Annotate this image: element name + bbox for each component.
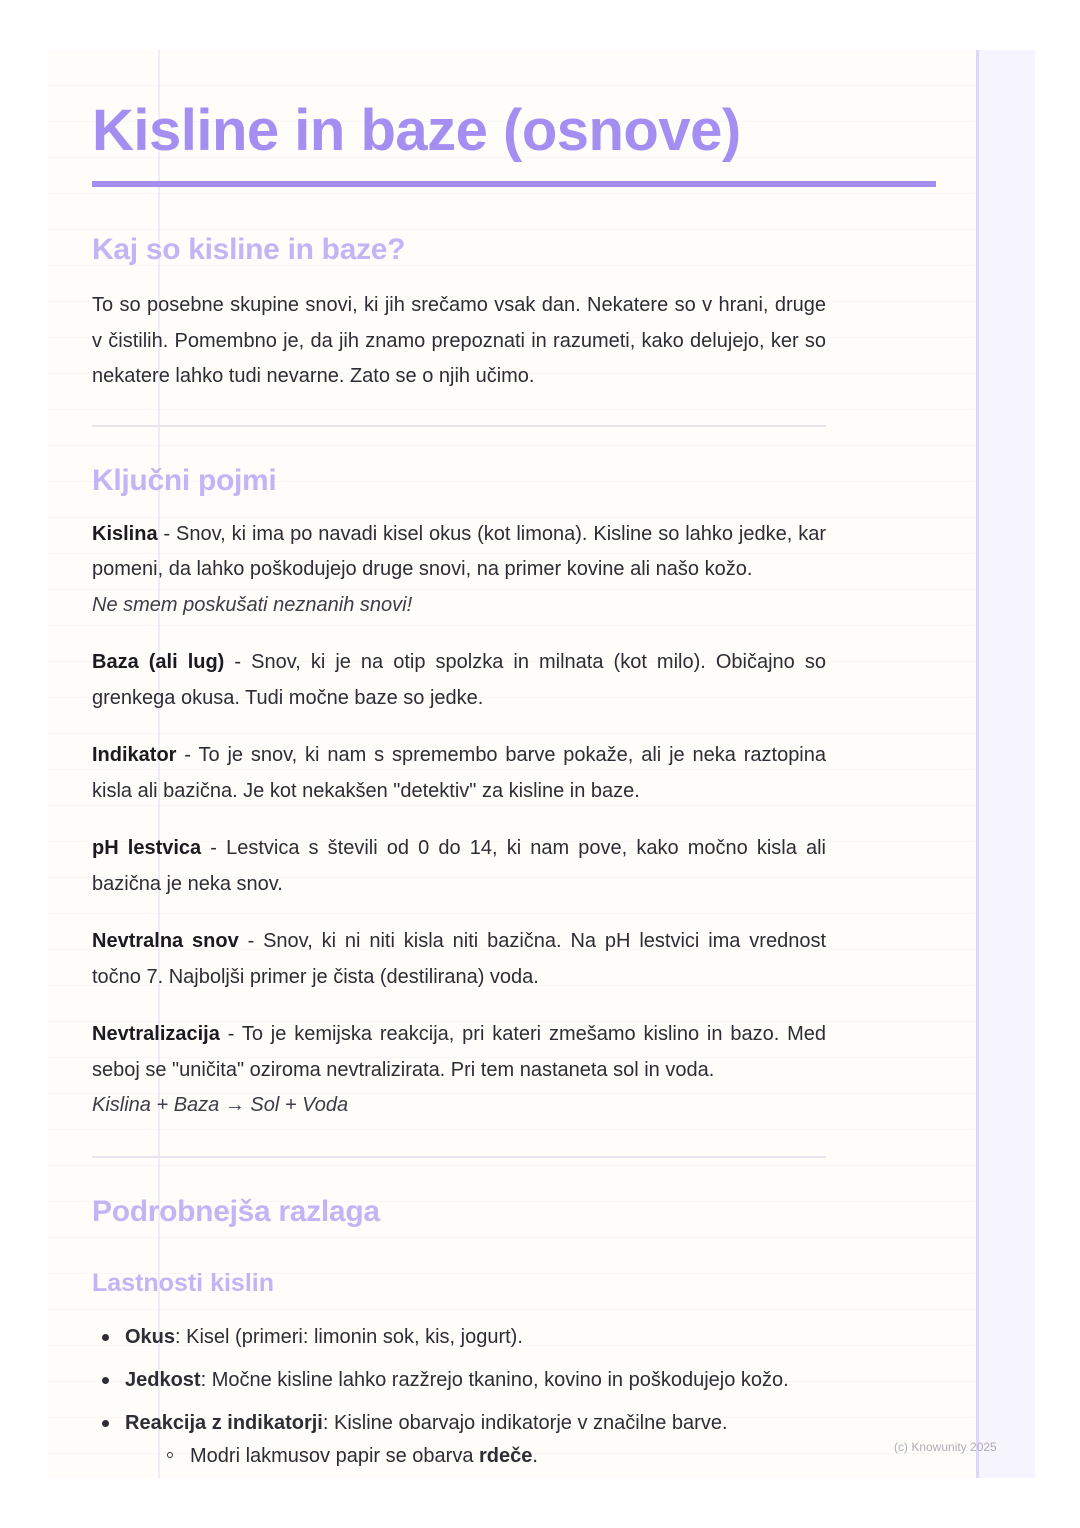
term-label: Nevtralizacija (92, 1023, 220, 1045)
term-definition: - Snov, ki ni niti kisla niti bazična. Na pH lestvici ima vrednost točno 7. Najboljši primer je čista (destilirana) voda. (92, 930, 826, 988)
list-item (92, 1359, 826, 1402)
subheading-acid-properties: Lastnosti kislin (92, 1268, 274, 1297)
heading-detailed-explanation: Podrobnejša razlaga (92, 1194, 380, 1228)
term-definition: - Snov, ki ima po navadi kisel okus (kot limona). Kisline so lahko jedke, kar pomeni, da lahko poškodujejo druge snovi, na primer kovine ali našo kožo. (92, 522, 826, 580)
sub-list (125, 1445, 826, 1467)
term-note: Kislina + Baza → Sol + Voda (92, 1094, 349, 1116)
term-definition: - Lestvica s števili od 0 do 14, ki nam pove, kako močno kisla ali bazična je neka snov. (92, 837, 826, 895)
section-divider (92, 1156, 826, 1158)
intro-paragraph: To so posebne skupine snovi, ki jih srečamo vsak dan. Nekatere so v hrani, druge v čistilih. Pomembno je, da jih znamo prepoznati in razumeti, kako delujejo, ker so nekatere lahko tudi nevarne. Zato se o njih učimo. (92, 294, 826, 387)
term-note: Ne smem poskušati neznanih snovi! (92, 593, 413, 616)
term-indicator (92, 738, 826, 809)
term-label: Indikator (92, 744, 177, 766)
item-label: Reakcija z indikatorji (125, 1411, 323, 1434)
term-label: Baza (ali lug) (92, 651, 225, 673)
side-scroll-panel (976, 50, 1035, 1478)
list-item (92, 1402, 826, 1467)
heading-key-terms: Ključni pojmi (92, 463, 277, 497)
term-neutral-substance (92, 924, 826, 995)
term-label: Nevtralna snov (92, 930, 239, 952)
item-text: : Kisel (primeri: limonin sok, kis, jogurt). (175, 1325, 523, 1348)
item-label: Jedkost (125, 1368, 201, 1391)
sub-item-text: Modri lakmusov papir se obarva (190, 1444, 480, 1467)
copyright-footer: (c) Knowunity 2025 (894, 1440, 997, 1454)
term-ph-scale (92, 831, 826, 902)
heading-what-are-acids-bases: Kaj so kisline in baze? (92, 233, 406, 266)
acid-properties-list (92, 1316, 826, 1467)
term-definition: - Snov, ki je na otip spolzka in milnata (kot milo). Običajno so grenkega okusa. Tudi močne baze so jedke. (92, 651, 826, 709)
term-definition: - To je snov, ki nam s spremembo barve pokaže, ali je neka raztopina kisla ali bazična. Je kot nekakšen "detektiv" za kisline in baze. (92, 744, 826, 802)
term-base (92, 645, 826, 716)
term-definition: - To je kemijska reakcija, pri kateri zmešamo kislino in bazo. Med seboj se "uničita" oziroma nevtralizirata. Pri tem nastaneta sol in voda. (92, 1023, 826, 1081)
term-acid (92, 517, 826, 624)
item-text: : Kisline obarvajo indikatorje v značilne barve. (322, 1411, 728, 1434)
term-neutralization (92, 1017, 826, 1124)
item-label: Okus (125, 1325, 176, 1348)
sub-list-item (125, 1445, 826, 1467)
document-content (92, 96, 826, 1467)
term-label: pH lestvica (92, 837, 202, 859)
item-text: : Močne kisline lahko razžrejo tkanino, kovino in poškodujejo kožo. (200, 1368, 789, 1391)
term-label: Kislina (92, 522, 158, 545)
section-divider (92, 425, 826, 427)
sub-item-end: . (532, 1444, 538, 1467)
page-title: Kisline in baze (osnove) (92, 98, 741, 163)
sub-item-bold: rdeče (479, 1444, 533, 1467)
list-item (92, 1316, 826, 1359)
